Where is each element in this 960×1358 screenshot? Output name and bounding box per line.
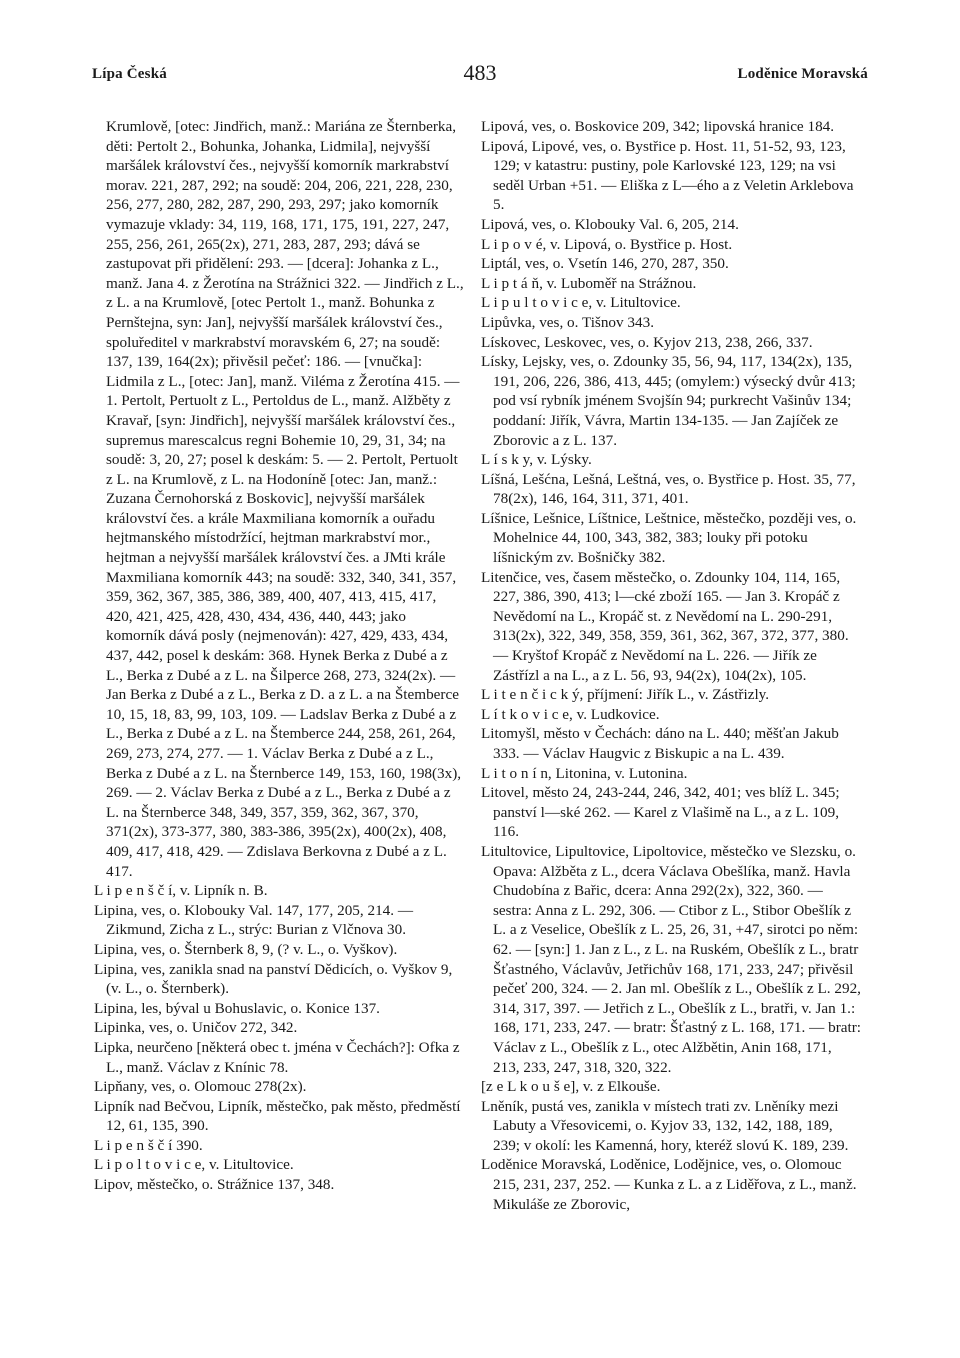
entry: Lipinka, ves, o. Uničov 272, 342. (94, 1019, 298, 1037)
left-column (94, 117, 466, 1195)
page-number: 483 (463, 60, 497, 85)
entry: [z e L k o u š e], v. z Elkouše. (481, 1078, 661, 1096)
header-left-entry: Lípa Česká (92, 66, 167, 82)
header-right-entry: Loděnice Moravská (737, 66, 868, 82)
entry: L i p o v é, v. Lipová, o. Bystřice p. Host. (481, 235, 733, 253)
entry: L i p e n š č í 390. (94, 1136, 203, 1154)
entry: L i t e n č i c k ý, příjmení: Jiřík L., v. Zástřizly. (481, 686, 770, 704)
entry: Lipňany, ves, o. Olomouc 278(2x). (94, 1078, 307, 1096)
entry: Lipina, ves, zanikla snad na panství Dědicích, o. Vyškov 9, (v. L., o. Šternberk). (94, 960, 453, 998)
entry: Líšnice, Lešnice, Líštnice, Leštnice, městečko, později ves, o. Mohelnice 44, 100, 343, 382, 383; louky při potoku líšnickým zv. Bošničky 382. (481, 509, 857, 567)
entry: Líšná, Lešćna, Lešná, Leštná, ves, o. Bystřice p. Host. 35, 77, 78(2x), 146, 164, 311, 371, 401. (481, 470, 856, 508)
entry: Lipová, Lipové, ves, o. Bystřice p. Host. 11, 51-52, 93, 123, 129; v katastru: pustiny, pole Karlovské 123, 129; na vsi seděl Urban +51. — Eliška z L—ého a z Veletin Arklebova 5. (481, 137, 854, 214)
entry: Lipka, neurčeno [některá obec t. jména v Čechách?]: Ofka z L., manž. Václav z Knínic 78. (94, 1038, 460, 1076)
entry: Lísky, Lejsky, ves, o. Zdounky 35, 56, 94, 117, 134(2x), 135, 191, 206, 226, 386, 413, 445; (omylem:) výsecký dvůr 413; pod vsí rybník jménem Svojšín 94; purkrecht Vašinův 134; poddaní: Jiřík, Vávra, Martin 134-135. — Jan Zajíček ze Zborovic a z L. 137. (481, 353, 856, 449)
right-column (481, 117, 861, 1214)
entry: Litultovice, Lipultovice, Lipoltovice, městečko ve Slezsku, o. Opava: Alžběta z L., dcera Václava Obešlíka, manž. Havla Chudobína z Bařic, dcera: Anna 292(2x), 322, 360. — sestra: Anna z L. 292, 306. — Ctibor z L., Stibor Obešlík z L. a z Veselice, Obešlík z L. 25, 26, 31, +47, sirotci po něm: 62. — [syn:] 1. Jan z L., z L. na Ruském, Obešlík z L., bratr Šťastného, Václavův, Jetřichův 168, 171, 233, 247; přivěsil pečeť 200, 324. — 2. Jan ml. Obešlík z L., Obešlík z L. 292, 314, 317, 397. — Jetřich z L., Obešlík z L., bratři, v. Jan 1.: 168, 171, 233, 247. — bratr: Šťastný z L. 168, 171. — bratr: Václav z L., Obešlík z L., otec Alžbětin, Anin 168, 171, 213, 233, 247, 318, 320, 322. (481, 842, 861, 1076)
entry: Krumlově, [otec: Jindřich, manž.: Mariána ze Šternberka, děti: Pertolt 2., Bohunka, Johanka, Lidmila], nejvyšší maršálek království čes., nejvyšší komorník markrabství morav. 221, 287, 292; na soudě: 204, 206, 221, 228, 230, 256, 277, 280, 282, 287, 290, 293, 297; jako komorník vymazuje vklady: 34, 119, 168, 171, 175, 191, 227, 247, 255, 256, 261, 265(2x), 271, 283, 287, 293; dává se zastupovat při přidělení: 293. — [dcera]: Johanka z L., manž. Jana 4. z Žerotína na Strážnici 322. — Jindřich z L., z L. a na Krumlově, [otec Pertolt 1., manž. Bohunka z Pernštejna, syn: Jan], nejvyšší maršálek království čes., spoluředitel v markrabství moravském 6, 27; na soudě: 137, 139, 164(2x); přivěsil pečeť: 186. — [vnučka]: Lidmila z L., [otec: Jan], manž. Viléma z Žerotína 415. — 1. Pertolt, Pertuolt z L., Pertoldus de L., manž. Alžběty z Kravař, [syn: Jindřich], nejvyšší maršálek království čes., supremus marescalcus regni Bohemie 10, 29, 31, 34; na soudě: 3, 20, 27; posel k deskám: 5. — 2. Pertolt, Pertuolt z L. na Krumlově, z L. na Hodoníně [otec: Jan, manž.: Zuzana Černohorská z Boskovic], nejvyšší maršálek království čes. a krále Maxmiliana komorník a ouřadu hejtmanského místodržící, hejtman markrabství mor., hejtman a nejvyšší maršálek království čes. a JMti krále Maxmiliana komorník 443; na soudě: 332, 340, 341, 357, 359, 362, 367, 385, 386, 389, 400, 407, 413, 415, 417, 420, 421, 425, 428, 430, 434, 436, 440, 443; jako komorník dává posly (nejmenován): 427, 429, 433, 434, 437, 442, posel k deskám: 368. Hynek Berka z Dubé a z L., Berka z Dubé a z L. na Šilperce 268, 273, 324(2x). — Jan Berka z Dubé a z L., Berka z D. a z L. a na Štemberce 10, 15, 18, 83, 99, 103, 109. — Ladslav Berka z Dubé a z L., Berka z Dubé a z L. na Štemberce 244, 258, 261, 264, 269, 273, 274, 277. — 1. Václav Berka z Dubé a z L., Berka z Dubé a z L. na Šternberce 149, 153, 160, 198(3x), 269. — 2. Václav Berka z Dubé a z L., Berka z Dubé a z L. na Šternberce 348, 349, 357, 359, 362, 367, 370, 371(2x), 373-377, 380, 383-386, 395(2x), 400(2x), 408, 409, 417, 418, 429. — Zdislava Berkovna z Dubé a z L. 417. (106, 118, 464, 880)
entry: Liptál, ves, o. Vsetín 146, 270, 287, 350. (481, 255, 729, 273)
entry: Lískovec, Leskovec, ves, o. Kyjov 213, 238, 266, 337. (481, 333, 813, 351)
page-header (92, 60, 868, 94)
entry: L í t k o v i c e, v. Ludkovice. (481, 705, 660, 723)
entry: Litenčice, ves, časem městečko, o. Zdounky 104, 114, 165, 227, 386, 390, 413; l—cké zboží 165. — Jan 3. Kropáč z Nevědomí na L., Kropáč st. z Nevědomí na L. 290-291, 313(2x), 322, 349, 358, 359, 361, 362, 367, 372, 377, 380. — Kryštof Kropáč z Nevědomí na L. 226. — Jiřík ze Zástřízl a na L., a z L. 56, 93, 94(2x), 104(2x), 105. (481, 568, 849, 684)
entry: L í s k y, v. Lýsky. (481, 451, 592, 469)
entry: Litomyšl, město v Čechách: dáno na L. 440; měšťan Jakub 333. — Václav Haugvic z Biskupic a na L. 439. (481, 725, 839, 762)
entry: L i p o l t o v i c e, v. Litultovice. (94, 1156, 294, 1174)
entry: Lipina, ves, o. Klobouky Val. 147, 177, 205, 214. — Zikmund, Zicha z L., strýc: Burian z Vlčnova 30. (94, 901, 414, 939)
entry: Lipina, ves, o. Šternberk 8, 9, (? v. L., o. Vyškov). (94, 940, 398, 958)
entry: Lipov, městečko, o. Strážnice 137, 348. (94, 1176, 335, 1194)
entry: Lněník, pustá ves, zanikla v místech trati zv. Lněníky mezi Labuty a Vřesovicemi, o. Kyjov 33, 132, 142, 188, 189, 239; v okolí: les Kamenná, hory, kteréž slovú K. 189, 239. (481, 1097, 849, 1154)
entry: Lipůvka, ves, o. Tišnov 343. (481, 313, 654, 331)
entry: L i p u l t o v i c e, v. Litultovice. (481, 294, 681, 312)
entry: L i p t á ň, v. Luboměř na Strážnou. (481, 274, 697, 292)
entry: Loděnice Moravská, Loděnice, Lodějnice, ves, o. Olomouc 215, 231, 237, 252. — Kunka z L. a z Liděřova, z L., manž. Mikuláše ze Zborovic, (481, 1156, 857, 1213)
entry: L i t o n í n, Litonina, v. Lutonina. (481, 764, 688, 782)
entry: Lipová, ves, o. Klobouky Val. 6, 205, 214. (481, 215, 739, 233)
entry: L i p e n š č í, v. Lipník n. B. (94, 882, 268, 900)
entry: Lipová, ves, o. Boskovice 209, 342; lipovská hranice 184. (481, 118, 835, 135)
entry: Lipník nad Bečvou, Lipník, městečko, pak město, předměstí 12, 61, 135, 390. (94, 1097, 461, 1135)
entry: Litovel, město 24, 243-244, 246, 342, 401; ves blíž L. 345; panství l—ské 262. — Karel z Vlašimě na L., a z L. 109, 116. (481, 784, 840, 841)
entry: Lipina, les, býval u Bohuslavic, o. Konice 137. (94, 999, 380, 1017)
